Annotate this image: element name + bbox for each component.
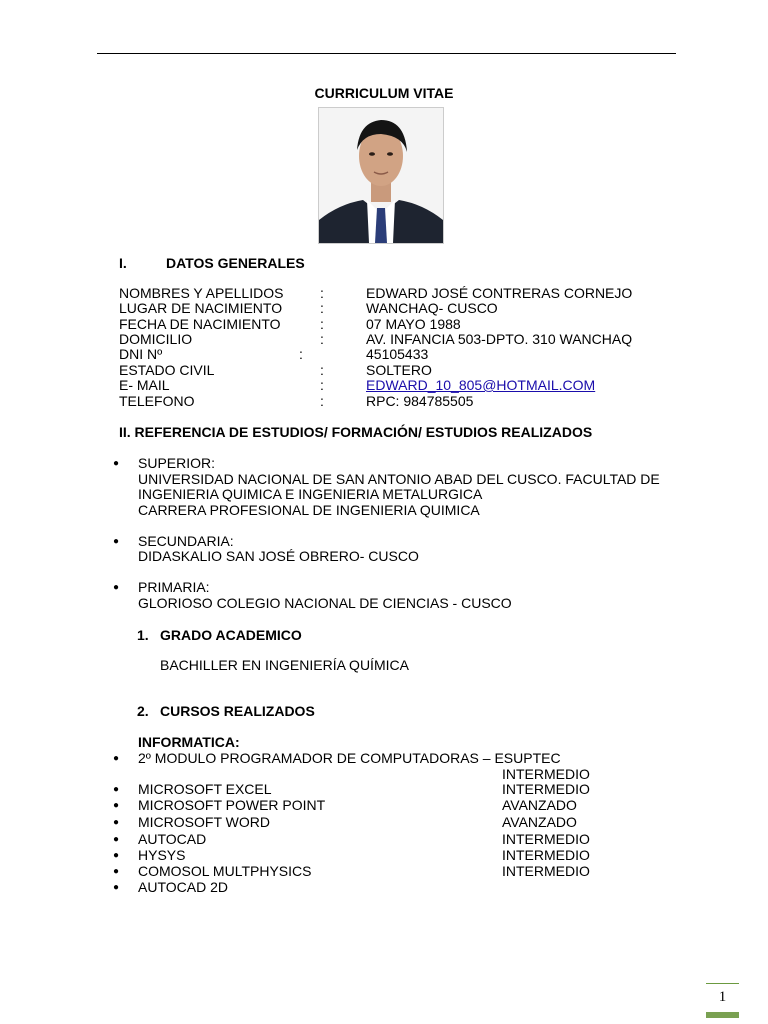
course-5: AUTOCAD <box>138 831 207 847</box>
bullet-course-3: ● <box>113 800 120 811</box>
bullet-course-5: ● <box>113 834 120 845</box>
primaria-label: PRIMARIA: <box>138 579 210 595</box>
dni-colon: : <box>299 346 303 362</box>
nombres-label: NOMBRES Y APELLIDOS <box>119 285 284 301</box>
primaria-line-1: GLORIOSO COLEGIO NACIONAL DE CIENCIAS - CUSCO <box>138 595 512 611</box>
bullet-secundaria: ● <box>113 536 120 547</box>
email-colon: : <box>320 377 324 393</box>
course-3: MICROSOFT POWER POINT <box>138 797 326 813</box>
lugar-colon: : <box>320 300 324 316</box>
section-1-number: I. <box>119 255 127 271</box>
course-7-level: INTERMEDIO <box>502 863 590 879</box>
section-1-heading: DATOS GENERALES <box>166 255 305 271</box>
domicilio-colon: : <box>320 331 324 347</box>
telefono-colon: : <box>320 393 324 409</box>
course-2: MICROSOFT EXCEL <box>138 781 272 797</box>
bullet-superior: ● <box>113 458 120 469</box>
bullet-course-6: ● <box>113 850 120 861</box>
course-6: HYSYS <box>138 847 186 863</box>
lugar-label: LUGAR DE NACIMIENTO <box>119 300 283 316</box>
fecha-value: 07 MAYO 1988 <box>366 316 461 332</box>
estado-civil-label: ESTADO CIVIL <box>119 362 215 378</box>
lugar-value: WANCHAQ- CUSCO <box>366 300 498 316</box>
page-number-box <box>706 983 739 1018</box>
bullet-primaria: ● <box>113 582 120 593</box>
email-label: E- MAIL <box>119 377 170 393</box>
grado-number: 1. <box>137 627 149 643</box>
course-5-level: INTERMEDIO <box>502 831 590 847</box>
superior-line-2: INGENIERIA QUIMICA E INGENIERIA METALURGICA <box>138 486 483 502</box>
secundaria-line-1: DIDASKALIO SAN JOSÉ OBRERO- CUSCO <box>138 548 419 564</box>
secundaria-label: SECUNDARIA: <box>138 533 234 549</box>
dni-value: 45105433 <box>366 346 429 362</box>
course-7: COMOSOL MULTPHYSICS <box>138 863 312 879</box>
page-number: 1 <box>718 989 727 1005</box>
bullet-course-8: ● <box>113 882 120 893</box>
domicilio-label: DOMICILIO <box>119 331 193 347</box>
top-rule <box>97 53 676 54</box>
grado-text: BACHILLER EN INGENIERÍA QUÍMICA <box>160 657 409 673</box>
course-4: MICROSOFT WORD <box>138 814 270 830</box>
bullet-course-4: ● <box>113 817 120 828</box>
course-1: 2º MODULO PROGRAMADOR DE COMPUTADORAS – ESUPTEC <box>138 750 561 766</box>
domicilio-value: AV. INFANCIA 503-DPTO. 310 WANCHAQ <box>366 331 633 347</box>
profile-photo <box>319 108 443 243</box>
section-2-heading: II. REFERENCIA DE ESTUDIOS/ FORMACIÓN/ ESTUDIOS REALIZADOS <box>119 424 593 440</box>
nombres-colon: : <box>320 285 324 301</box>
superior-line-1: UNIVERSIDAD NACIONAL DE SAN ANTONIO ABAD DEL CUSCO. FACULTAD DE <box>138 471 660 487</box>
informatica-heading: INFORMATICA: <box>138 734 240 750</box>
fecha-label: FECHA DE NACIMIENTO <box>119 316 281 332</box>
cursos-heading: CURSOS REALIZADOS <box>160 703 315 719</box>
course-4-level: AVANZADO <box>502 814 577 830</box>
course-2-level: INTERMEDIO <box>502 781 590 797</box>
email-link[interactable]: EDWARD_10_805@HOTMAIL.COM <box>366 377 596 393</box>
fecha-colon: : <box>320 316 324 332</box>
telefono-label: TELEFONO <box>119 393 195 409</box>
document-title: CURRICULUM VITAE <box>314 85 454 101</box>
course-6-level: INTERMEDIO <box>502 847 590 863</box>
superior-label: SUPERIOR: <box>138 455 216 471</box>
course-1-level: INTERMEDIO <box>502 766 590 782</box>
telefono-value: RPC: 984785505 <box>366 393 474 409</box>
bullet-course-1: ● <box>113 753 120 764</box>
grado-heading: GRADO ACADEMICO <box>160 627 302 643</box>
bullet-course-2: ● <box>113 784 120 795</box>
superior-line-3: CARRERA PROFESIONAL DE INGENIERIA QUIMICA <box>138 502 480 518</box>
bullet-course-7: ● <box>113 866 120 877</box>
nombres-value: EDWARD JOSÉ CONTRERAS CORNEJO <box>366 285 633 301</box>
dni-label: DNI Nº <box>119 346 163 362</box>
estado-civil-value: SOLTERO <box>366 362 432 378</box>
course-3-level: AVANZADO <box>502 797 577 813</box>
cursos-number: 2. <box>137 703 149 719</box>
course-8: AUTOCAD 2D <box>138 879 228 895</box>
estado-civil-colon: : <box>320 362 324 378</box>
